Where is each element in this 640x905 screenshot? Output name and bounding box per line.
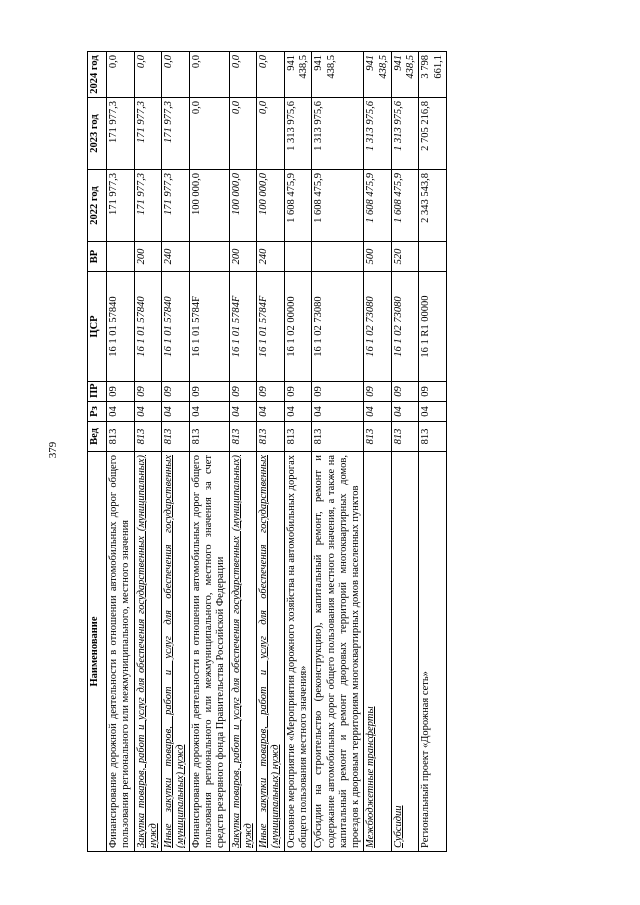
row-pr: 09: [134, 382, 162, 402]
table-row: [189, 52, 229, 852]
row-2024: 941 438,5: [284, 52, 312, 98]
row-2024: 0,0: [107, 52, 135, 98]
row-name: Финансирование дорожной деятельности в отношении автомобильных дорог общего пользования регионального или межмуниципального, местного значения за счет средств резервного фонда Правительства Российской Федерации: [189, 452, 229, 852]
table-row: [419, 52, 447, 852]
row-csr: 16 1 02 00000: [284, 272, 312, 382]
row-2023: 0,0: [189, 98, 229, 170]
row-pr: 09: [229, 382, 257, 402]
row-rz: 04: [107, 402, 135, 422]
header-vr: ВР: [88, 242, 107, 272]
row-csr: 16 1 R1 00000: [419, 272, 447, 382]
header-2022: 2022 год: [88, 170, 107, 242]
row-name: Финансирование дорожной деятельности в отношении автомобильных дорог общего пользования регионального или межмуниципального, местного значения: [107, 452, 135, 852]
row-pr: 09: [162, 382, 190, 402]
row-vr: 240: [257, 242, 285, 272]
row-2023: 171 977,3: [162, 98, 190, 170]
row-csr: 16 1 01 5784F: [229, 272, 257, 382]
row-2022: 1 608 475,9: [364, 170, 392, 242]
row-name: Региональный проект «Дорожная сеть»: [419, 452, 447, 852]
row-ved: 813: [419, 422, 447, 452]
row-2023: 1 313 975,6: [391, 98, 419, 170]
row-rz: 04: [162, 402, 190, 422]
row-ved: 813: [189, 422, 229, 452]
row-2024: 0,0: [162, 52, 190, 98]
row-rz: 04: [189, 402, 229, 422]
table-row: [312, 52, 364, 852]
header-pr: ПР: [88, 382, 107, 402]
row-pr: 09: [364, 382, 392, 402]
row-2022: 171 977,3: [134, 170, 162, 242]
table-row: [107, 52, 135, 852]
row-name: Иные закупки товаров, работ и услуг для обеспечения государственных (муниципальных) нужд: [257, 452, 285, 852]
row-pr: 09: [189, 382, 229, 402]
header-csr: ЦСР: [88, 272, 107, 382]
row-name: Межбюджетные трансферты: [364, 452, 392, 852]
row-2023: 171 977,3: [107, 98, 135, 170]
row-2024: 0,0: [257, 52, 285, 98]
row-2023: 1 313 975,6: [364, 98, 392, 170]
row-vr: [107, 242, 135, 272]
row-csr: 16 1 01 5784F: [257, 272, 285, 382]
row-2022: 1 608 475,9: [391, 170, 419, 242]
row-vr: [284, 242, 312, 272]
header-rz: Рз: [88, 402, 107, 422]
row-vr: [189, 242, 229, 272]
budget-table: [87, 51, 447, 852]
table-row: [229, 52, 257, 852]
row-2022: 2 343 543,8: [419, 170, 447, 242]
row-csr: 16 1 01 57840: [162, 272, 190, 382]
row-csr: 16 1 02 73080: [364, 272, 392, 382]
row-vr: [419, 242, 447, 272]
row-rz: 04: [391, 402, 419, 422]
row-vr: 200: [229, 242, 257, 272]
row-ved: 813: [284, 422, 312, 452]
page-number: 379: [47, 441, 59, 459]
row-rz: 04: [257, 402, 285, 422]
row-2024: 941 438,5: [391, 52, 419, 98]
row-ved: 813: [162, 422, 190, 452]
row-2022: 100 000,0: [229, 170, 257, 242]
table-row: [134, 52, 162, 852]
row-2024: 3 798 661,1: [419, 52, 447, 98]
row-2024: 941 438,5: [312, 52, 364, 98]
row-2024: 0,0: [134, 52, 162, 98]
row-2023: 1 313 975,6: [284, 98, 312, 170]
row-vr: 520: [391, 242, 419, 272]
row-2022: 1 608 475,9: [312, 170, 364, 242]
row-2023: 171 977,3: [134, 98, 162, 170]
row-name: Субсидии на строительство (реконструкцию), капитальный ремонт, ремонт и содержание автомобильных дорог общего пользования местного значения, а также на капитальный ремонт и ремонт дворовых территорий многоквартирных домов, проездов к дворовым территориям многоквартирных домов населенных пунктов: [312, 452, 364, 852]
table-row: [284, 52, 312, 852]
row-vr: 200: [134, 242, 162, 272]
row-2023: 0,0: [257, 98, 285, 170]
row-ved: 813: [312, 422, 364, 452]
row-pr: 09: [391, 382, 419, 402]
row-vr: [312, 242, 364, 272]
row-rz: 04: [364, 402, 392, 422]
row-csr: 16 1 01 57840: [107, 272, 135, 382]
row-ved: 813: [229, 422, 257, 452]
row-name: Закупка товаров, работ и услуг для обеспечения государственных (муниципальных) нужд: [134, 452, 162, 852]
row-ved: 813: [107, 422, 135, 452]
row-ved: 813: [391, 422, 419, 452]
row-pr: 09: [107, 382, 135, 402]
row-2024: 941 438,5: [364, 52, 392, 98]
row-csr: 16 1 02 73080: [391, 272, 419, 382]
table-row: [364, 52, 392, 852]
row-vr: 240: [162, 242, 190, 272]
row-2024: 0,0: [189, 52, 229, 98]
header-2024: 2024 год: [88, 52, 107, 98]
row-name: Иные закупки товаров, работ и услуг для обеспечения государственных (муниципальных) нужд: [162, 452, 190, 852]
row-name: Основное мероприятие «Мероприятия дорожного хозяйства на автомобильных дорогах общего пользования местного значения»: [284, 452, 312, 852]
header-name: Наименование: [88, 452, 107, 852]
row-name: Закупка товаров, работ и услуг для обеспечения государственных (муниципальных) нужд: [229, 452, 257, 852]
row-2022: 171 977,3: [107, 170, 135, 242]
row-ved: 813: [134, 422, 162, 452]
table-header-row: [88, 52, 107, 852]
row-name: Субсидии: [391, 452, 419, 852]
row-2022: 171 977,3: [162, 170, 190, 242]
header-ved: Вед: [88, 422, 107, 452]
row-pr: 09: [312, 382, 364, 402]
row-2022: 1 608 475,9: [284, 170, 312, 242]
row-ved: 813: [364, 422, 392, 452]
table-row: [162, 52, 190, 852]
header-2023: 2023 год: [88, 98, 107, 170]
row-2023: 1 313 975,6: [312, 98, 364, 170]
row-2023: 0,0: [229, 98, 257, 170]
row-csr: 16 1 01 5784F: [189, 272, 229, 382]
row-2023: 2 705 216,8: [419, 98, 447, 170]
table-row: [391, 52, 419, 852]
row-rz: 04: [229, 402, 257, 422]
row-rz: 04: [419, 402, 447, 422]
row-rz: 04: [312, 402, 364, 422]
row-rz: 04: [284, 402, 312, 422]
row-pr: 09: [419, 382, 447, 402]
table-row: [257, 52, 285, 852]
row-2022: 100 000,0: [189, 170, 229, 242]
row-pr: 09: [257, 382, 285, 402]
row-vr: 500: [364, 242, 392, 272]
row-ved: 813: [257, 422, 285, 452]
row-csr: 16 1 02 73080: [312, 272, 364, 382]
rotated-table-container: [87, 52, 537, 852]
row-pr: 09: [284, 382, 312, 402]
row-csr: 16 1 01 57840: [134, 272, 162, 382]
row-2024: 0,0: [229, 52, 257, 98]
row-rz: 04: [134, 402, 162, 422]
row-2022: 100 000,0: [257, 170, 285, 242]
